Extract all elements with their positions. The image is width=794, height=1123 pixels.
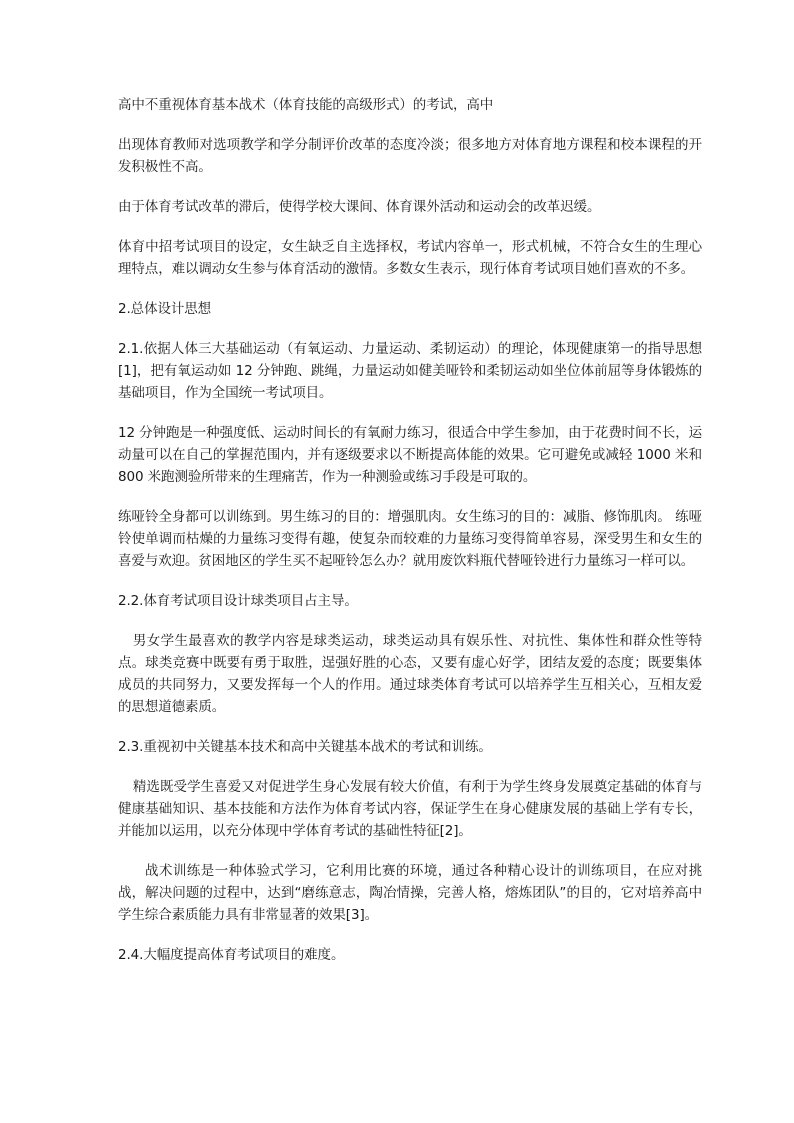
- paragraph-female-students: 体育中招考试项目的设定，女生缺乏自主选择权，考试内容单一，形式机械，不符合女生的生理心理特点，难以调动女生参与体育活动的激情。多数女生表示，现行体育考试项目她们喜欢的不多。: [118, 239, 702, 277]
- section-heading-2-4: 2.4.大幅度提高体育考试项目的难度。: [118, 947, 345, 963]
- paragraph-teacher-attitude: 出现体育教师对选项教学和学分制评价改革的态度冷淡；很多地方对体育地方课程和校本课程的开发积极性不高。: [118, 137, 702, 175]
- paragraph-dumbbell: 练哑铃全身都可以训练到。男生练习的目的：增强肌肉。女生练习的目的：减脂、修饰肌肉。 练哑铃使单调而枯燥的力量练习变得有趣，使复杂而较难的力量练习变得简单容易，深受男生和女生的喜爱与欢迎。贫困地区的学生买不起哑铃怎么办？就用废饮料瓶代替哑铃进行力量练习一样可以。: [118, 509, 702, 569]
- section-heading-2-2: 2.2.体育考试项目设计球类项目占主导。: [118, 593, 358, 609]
- paragraph-tactical-training: 战术训练是一种体验式学习，它利用比赛的环境，通过各种精心设计的训练项目，在应对挑战，解决问题的过程中，达到“磨练意志，陶冶情操，完善人格，熔炼团队”的目的，它对培养高中学生综合素质能力具有非常显著的效果[3]。: [118, 863, 702, 923]
- paragraph-12-minute-run: 12 分钟跑是一种强度低、运动时间长的有氧耐力练习，很适合中学生参加，由于花费时间不长，运动量可以在自己的掌握范围内，并有逐级要求以不断提高体能的效果。它可避免或减轻 1000 米和 800 米跑测验所带来的生理痛苦，作为一种测验或练习手段是可取的。: [118, 425, 702, 485]
- paragraph-2-1: 2.1.依据人体三大基础运动（有氧运动、力量运动、柔韧运动）的理论，体现健康第一的指导思想[1]，把有氧运动如 12 分钟跑、跳绳，力量运动如健美哑铃和柔韧运动如坐位体前屈等身体锻炼的基础项目，作为全国统一考试项目。: [118, 341, 702, 401]
- paragraph-ball-games: 男女学生最喜欢的教学内容是球类运动，球类运动具有娱乐性、对抗性、集体性和群众性等特点。球类竞赛中既要有勇于取胜，逞强好胜的心态，又要有虚心好学，团结友爱的态度；既要集体成员的共同努力，又要发挥每一个人的作用。通过球类体育考试可以培养学生互相关心，互相友爱的思想道德素质。: [118, 633, 702, 715]
- paragraph-selected-content: 精选既受学生喜爱又对促进学生身心发展有较大价值，有利于为学生终身发展奠定基础的体育与健康基础知识、基本技能和方法作为体育考试内容，保证学生在身心健康发展的基础上学有专长，并能加以运用，以充分体现中学体育考试的基础性特征[2]。: [118, 779, 702, 839]
- section-heading-2-3: 2.3.重视初中关键基本技术和高中关键基本战术的考试和训练。: [118, 739, 492, 755]
- paragraph-reform-delay: 由于体育考试改革的滞后，使得学校大课间、体育课外活动和运动会的改革迟缓。: [118, 199, 601, 215]
- section-heading-2: 2.总体设计思想: [118, 301, 212, 317]
- paragraph-intro-line: 高中不重视体育基本战术（体育技能的高级形式）的考试，高中: [118, 97, 494, 113]
